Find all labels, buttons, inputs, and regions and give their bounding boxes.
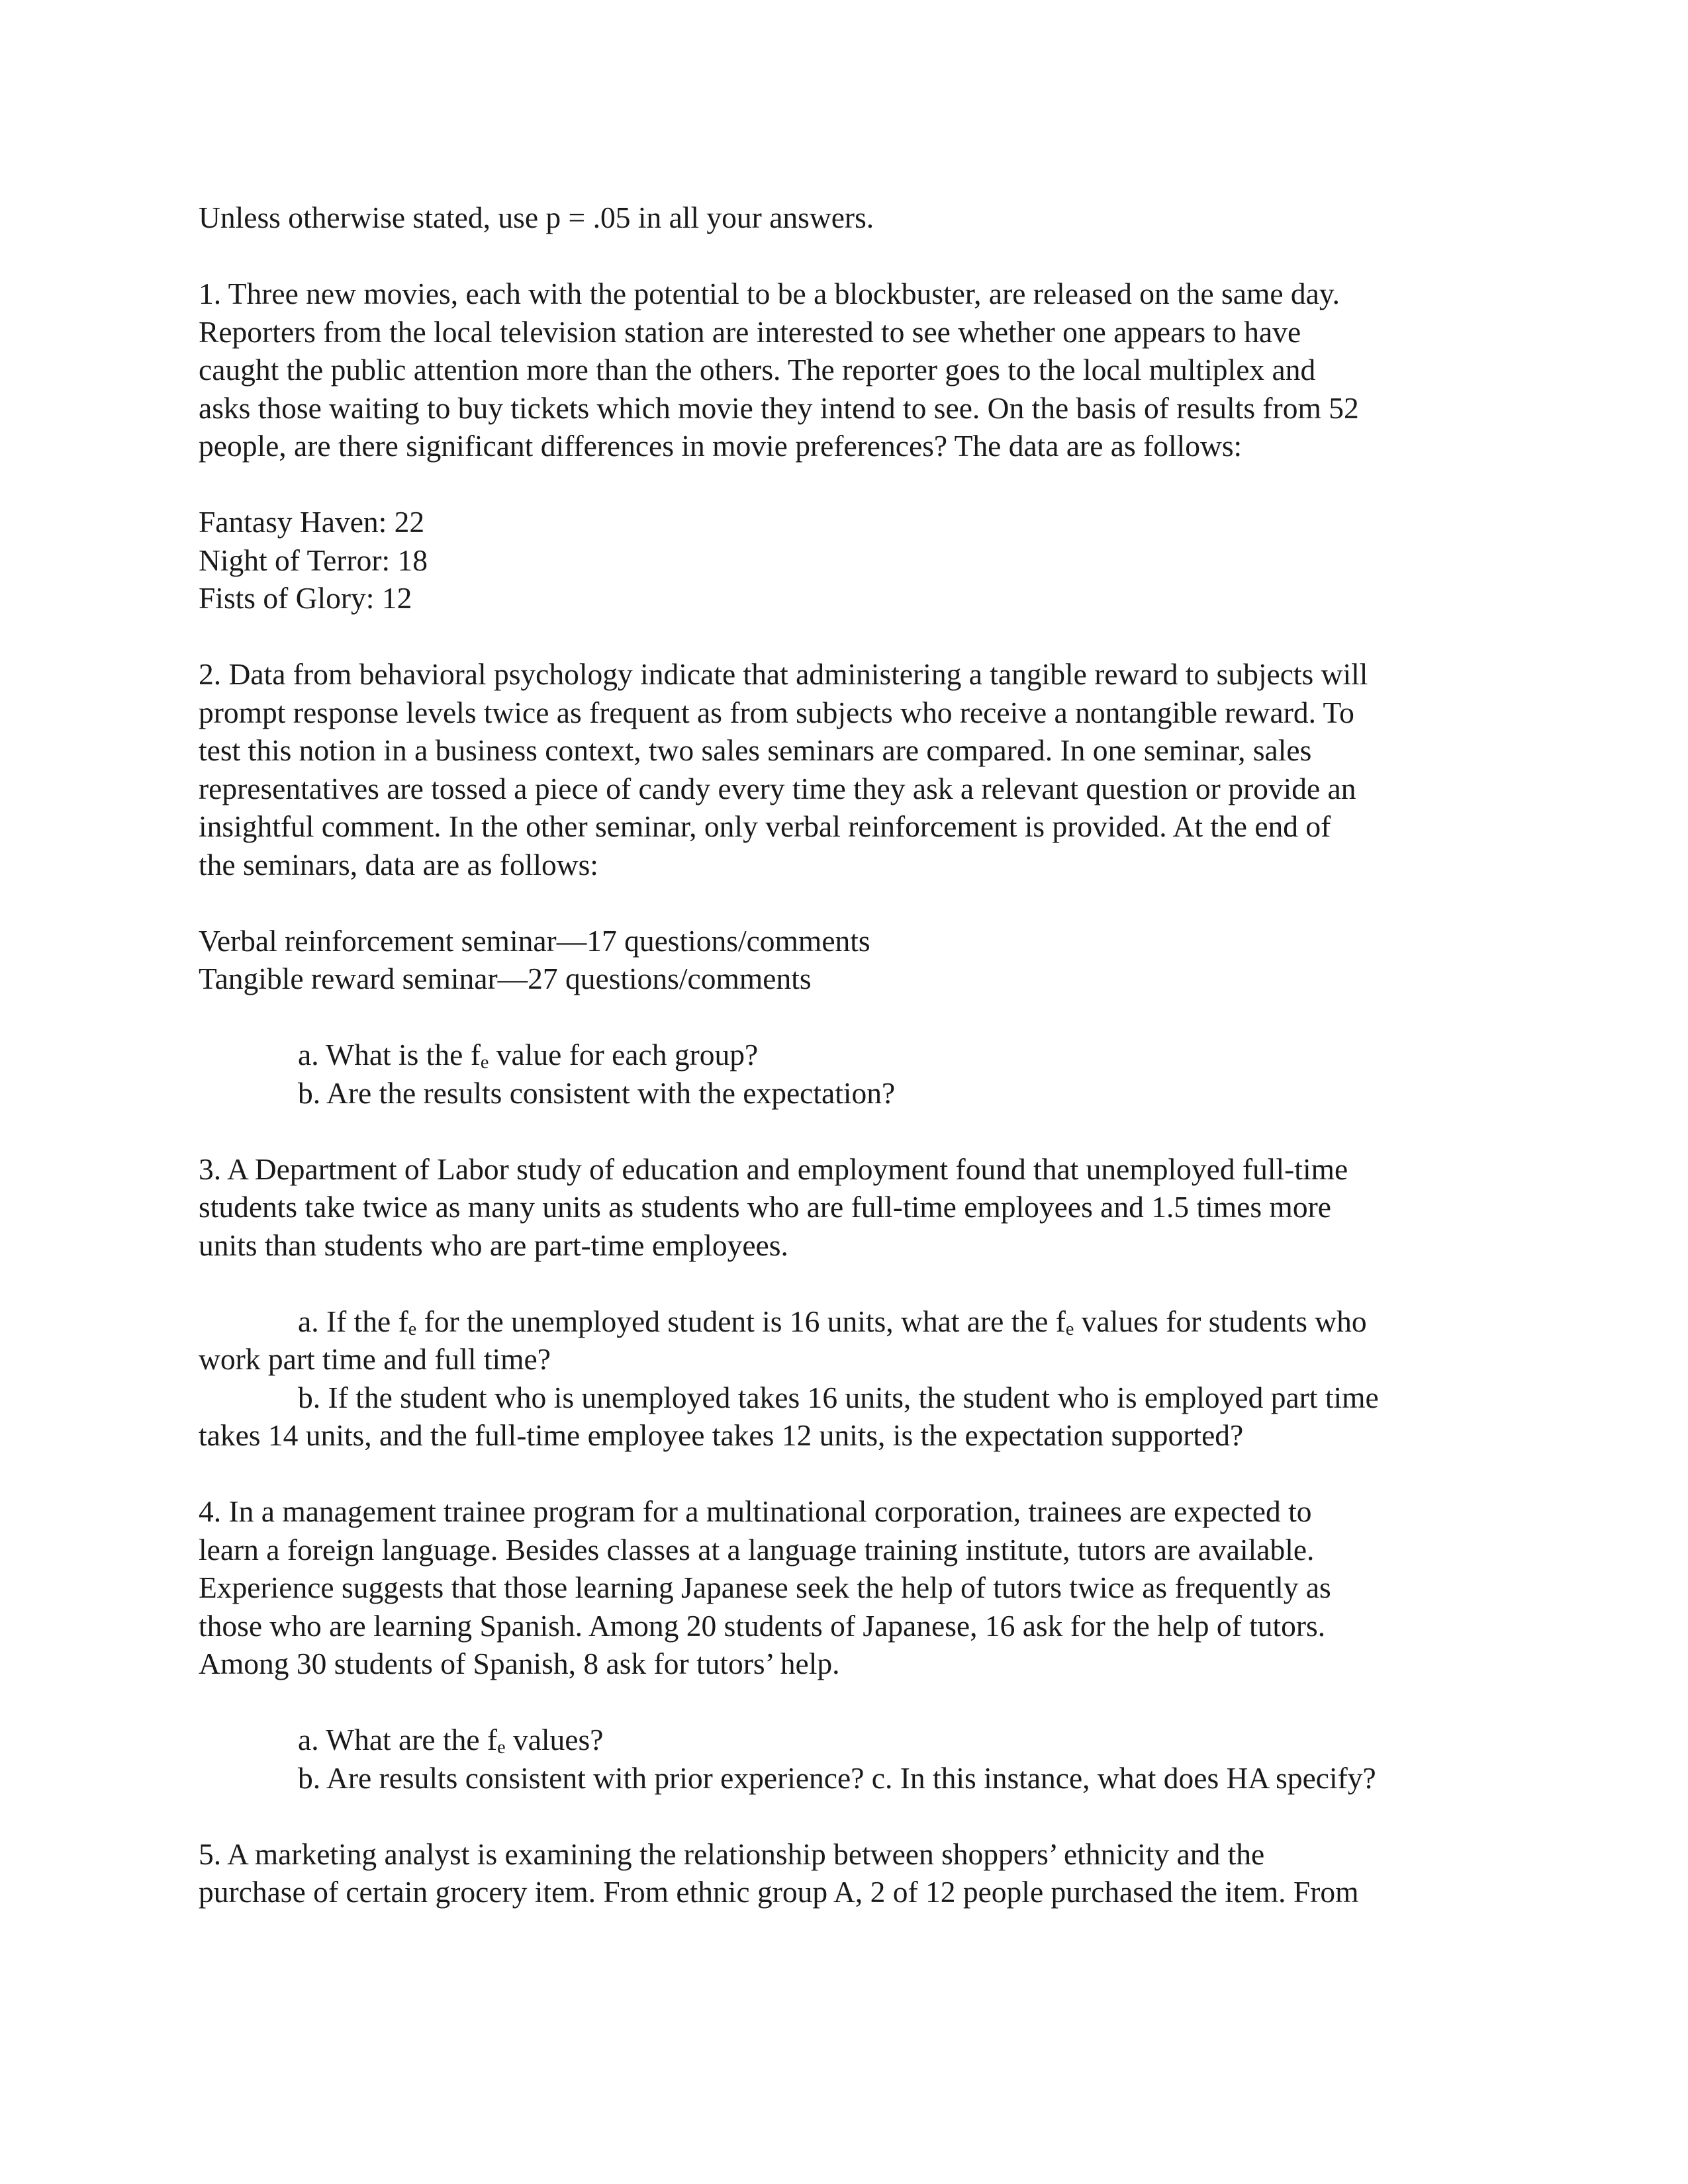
question-2-line: insightful comment. In the other seminar, only verbal reinforcement is provided. At the end of	[199, 809, 1331, 843]
question-2-part-a	[199, 1036, 1489, 1074]
question-2-data	[199, 922, 1489, 998]
question-4	[199, 1492, 1489, 1683]
question-4-part-a	[199, 1721, 1489, 1759]
instructions-text: Unless otherwise stated, use p = .05 in all your answers.	[199, 201, 874, 234]
question-4-line: learn a foreign language. Besides classes at a language training institute, tutors are available.	[199, 1532, 1315, 1567]
subscript: e	[1065, 1318, 1074, 1340]
question-2	[199, 655, 1489, 884]
question-3-line: students take twice as many units as students who are full-time employees and 1.5 times more	[199, 1190, 1331, 1224]
question-3-line: units than students who are part-time employees.	[199, 1228, 788, 1262]
question-2-line: the seminars, data are as follows:	[199, 847, 598, 882]
question-1-line: people, are there significant differences in movie preferences? The data are as follows:	[199, 429, 1243, 463]
data-line: Fists of Glory: 12	[199, 581, 412, 615]
part-a-text: values?	[505, 1723, 604, 1756]
question-1-line: caught the public attention more than the others. The reporter goes to the local multiplex and	[199, 353, 1316, 387]
question-5-line: purchase of certain grocery item. From ethnic group A, 2 of 12 people purchased the item. From	[199, 1875, 1359, 1909]
question-3-subparts	[199, 1302, 1489, 1455]
question-1	[199, 275, 1489, 465]
subscript: e	[497, 1737, 506, 1758]
question-4-line: Among 30 students of Spanish, 8 ask for tutors’ help.	[199, 1647, 840, 1680]
part-a-text: a. If the f	[298, 1304, 408, 1338]
question-1-line: Reporters from the local television station are interested to see whether one appears to have	[199, 314, 1301, 349]
part-a-text: a. What are the f	[298, 1723, 498, 1756]
question-3	[199, 1150, 1489, 1265]
question-5	[199, 1835, 1489, 1911]
part-a-text: a. What is the f	[298, 1038, 481, 1071]
question-3-part-a-cont: work part time and full time?	[199, 1342, 551, 1376]
question-1-line: asks those waiting to buy tickets which movie they intend to see. On the basis of results from 52	[199, 390, 1359, 425]
question-3-part-b-cont: takes 14 units, and the full-time employee takes 12 units, is the expectation supported?	[199, 1418, 1244, 1452]
question-2-subparts	[199, 1036, 1489, 1112]
question-2-line: test this notion in a business context, two sales seminars are compared. In one seminar, sales	[199, 733, 1312, 767]
part-a-text: for the unemployed student is 16 units, what are the f	[416, 1304, 1066, 1338]
question-1-data	[199, 503, 1489, 617]
part-a-text: value for each group?	[489, 1038, 759, 1071]
instructions	[199, 199, 1489, 237]
question-4-subparts	[199, 1721, 1489, 1797]
data-line: Verbal reinforcement seminar—17 questions/comments	[199, 923, 870, 958]
document-page	[199, 199, 1489, 1949]
subscript: e	[480, 1052, 489, 1073]
question-4-line: those who are learning Spanish. Among 20 students of Japanese, 16 ask for the help of tutors.	[199, 1608, 1326, 1643]
subscript: e	[408, 1318, 417, 1340]
question-2-line: representatives are tossed a piece of candy every time they ask a relevant question or provide an	[199, 771, 1356, 805]
question-3-line: 3. A Department of Labor study of education and employment found that unemployed full-time	[199, 1152, 1348, 1186]
question-5-line: 5. A marketing analyst is examining the relationship between shoppers’ ethnicity and the	[199, 1837, 1265, 1871]
question-2-part-b: b. Are the results consistent with the expectation?	[298, 1075, 896, 1110]
question-3-part-b: b. If the student who is unemployed takes 16 units, the student who is employed part time	[298, 1380, 1379, 1414]
part-a-text: values for students who	[1074, 1304, 1367, 1338]
question-2-line: prompt response levels twice as frequent as from subjects who receive a nontangible reward. To	[199, 695, 1354, 729]
data-line: Fantasy Haven: 22	[199, 505, 425, 539]
question-4-part-b: b. Are results consistent with prior experience? c. In this instance, what does HA specify?	[298, 1760, 1376, 1795]
data-line: Night of Terror: 18	[199, 543, 428, 577]
data-line: Tangible reward seminar—27 questions/comments	[199, 962, 812, 995]
question-1-line: 1. Three new movies, each with the potential to be a blockbuster, are released on the same day.	[199, 277, 1340, 310]
question-2-line: 2. Data from behavioral psychology indicate that administering a tangible reward to subjects will	[199, 657, 1368, 691]
question-3-part-a	[199, 1302, 1489, 1341]
question-4-line: 4. In a management trainee program for a multinational corporation, trainees are expected to	[199, 1494, 1312, 1528]
question-4-line: Experience suggests that those learning Japanese seek the help of tutors twice as frequently as	[199, 1570, 1331, 1604]
